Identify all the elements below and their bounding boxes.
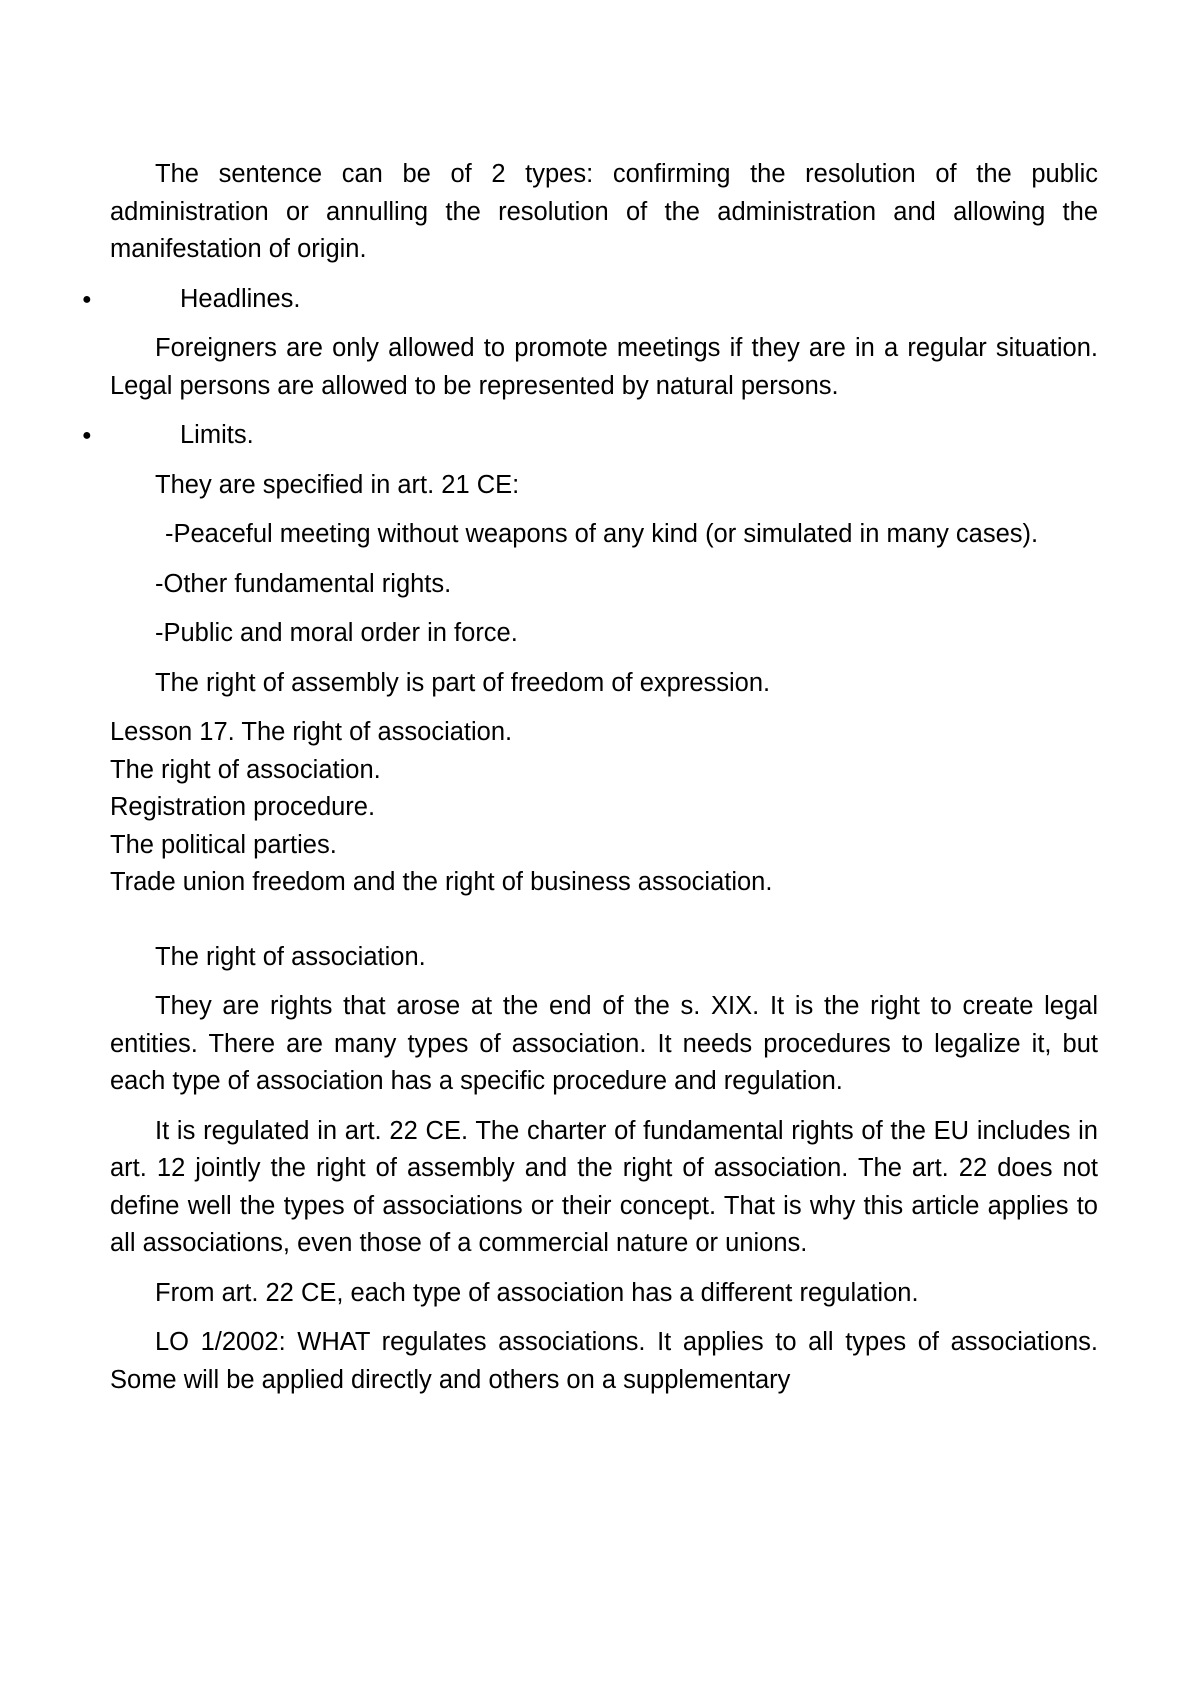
paragraph-sentence-types: The sentence can be of 2 types: confirming the resolution of the public administration or annulling the resolution of the administration and allowing the manifestation of origin.	[110, 160, 1098, 263]
limit-peaceful-meeting: -Peaceful meeting without weapons of any kind (or simulated in many cases).	[165, 520, 1039, 548]
limit-fundamental-rights: -Other fundamental rights.	[155, 569, 452, 598]
paragraph-regulation: From art. 22 CE, each type of association has a different regulation.	[155, 1278, 919, 1307]
paragraph-rights-origin: They are rights that arose at the end of the s. XIX. It is the right to create legal entities. There are many types of association. It needs procedures to legalize it, but each type of association has a specific procedure and regulation.	[110, 992, 1098, 1095]
paragraph-art-22: It is regulated in art. 22 CE. The charter of fundamental rights of the EU includes in art. 12 jointly the right of assembly and the right of association. The art. 22 does not define well the types of associations or their concept. That is why this article applies to all associations, even those of a commercial nature or unions.	[110, 1116, 1098, 1257]
paragraph-lo-2002: LO 1/2002: WHAT regulates associations. It applies to all types of associations. Some will be applied directly and others on a supplementary	[110, 1328, 1098, 1394]
paragraph-art-21: They are specified in art. 21 CE:	[155, 470, 520, 499]
bullet-headlines	[82, 281, 1098, 319]
bullet-dot-icon: ●	[82, 427, 92, 444]
limit-public-order: -Public and moral order in force.	[155, 619, 518, 647]
document-page	[82, 156, 1098, 1399]
lesson-title: Lesson 17. The right of association.	[110, 718, 513, 746]
heading-headlines: Headlines.	[180, 284, 301, 313]
outline-item: The right of association.	[110, 755, 381, 784]
section-heading: The right of association.	[155, 942, 426, 971]
outline-item: The political parties.	[110, 830, 337, 859]
outline-item: Trade union freedom and the right of business association.	[110, 868, 773, 896]
outline-item: Registration procedure.	[110, 793, 376, 821]
paragraph-foreigners: Foreigners are only allowed to promote meetings if they are in a regular situation. Legal persons are allowed to be represented by natural persons.	[110, 334, 1098, 400]
paragraph-assembly-expression: The right of assembly is part of freedom of expression.	[155, 668, 771, 697]
heading-limits: Limits.	[180, 421, 254, 449]
bullet-limits	[82, 417, 1098, 455]
bullet-dot-icon: ●	[82, 290, 92, 308]
